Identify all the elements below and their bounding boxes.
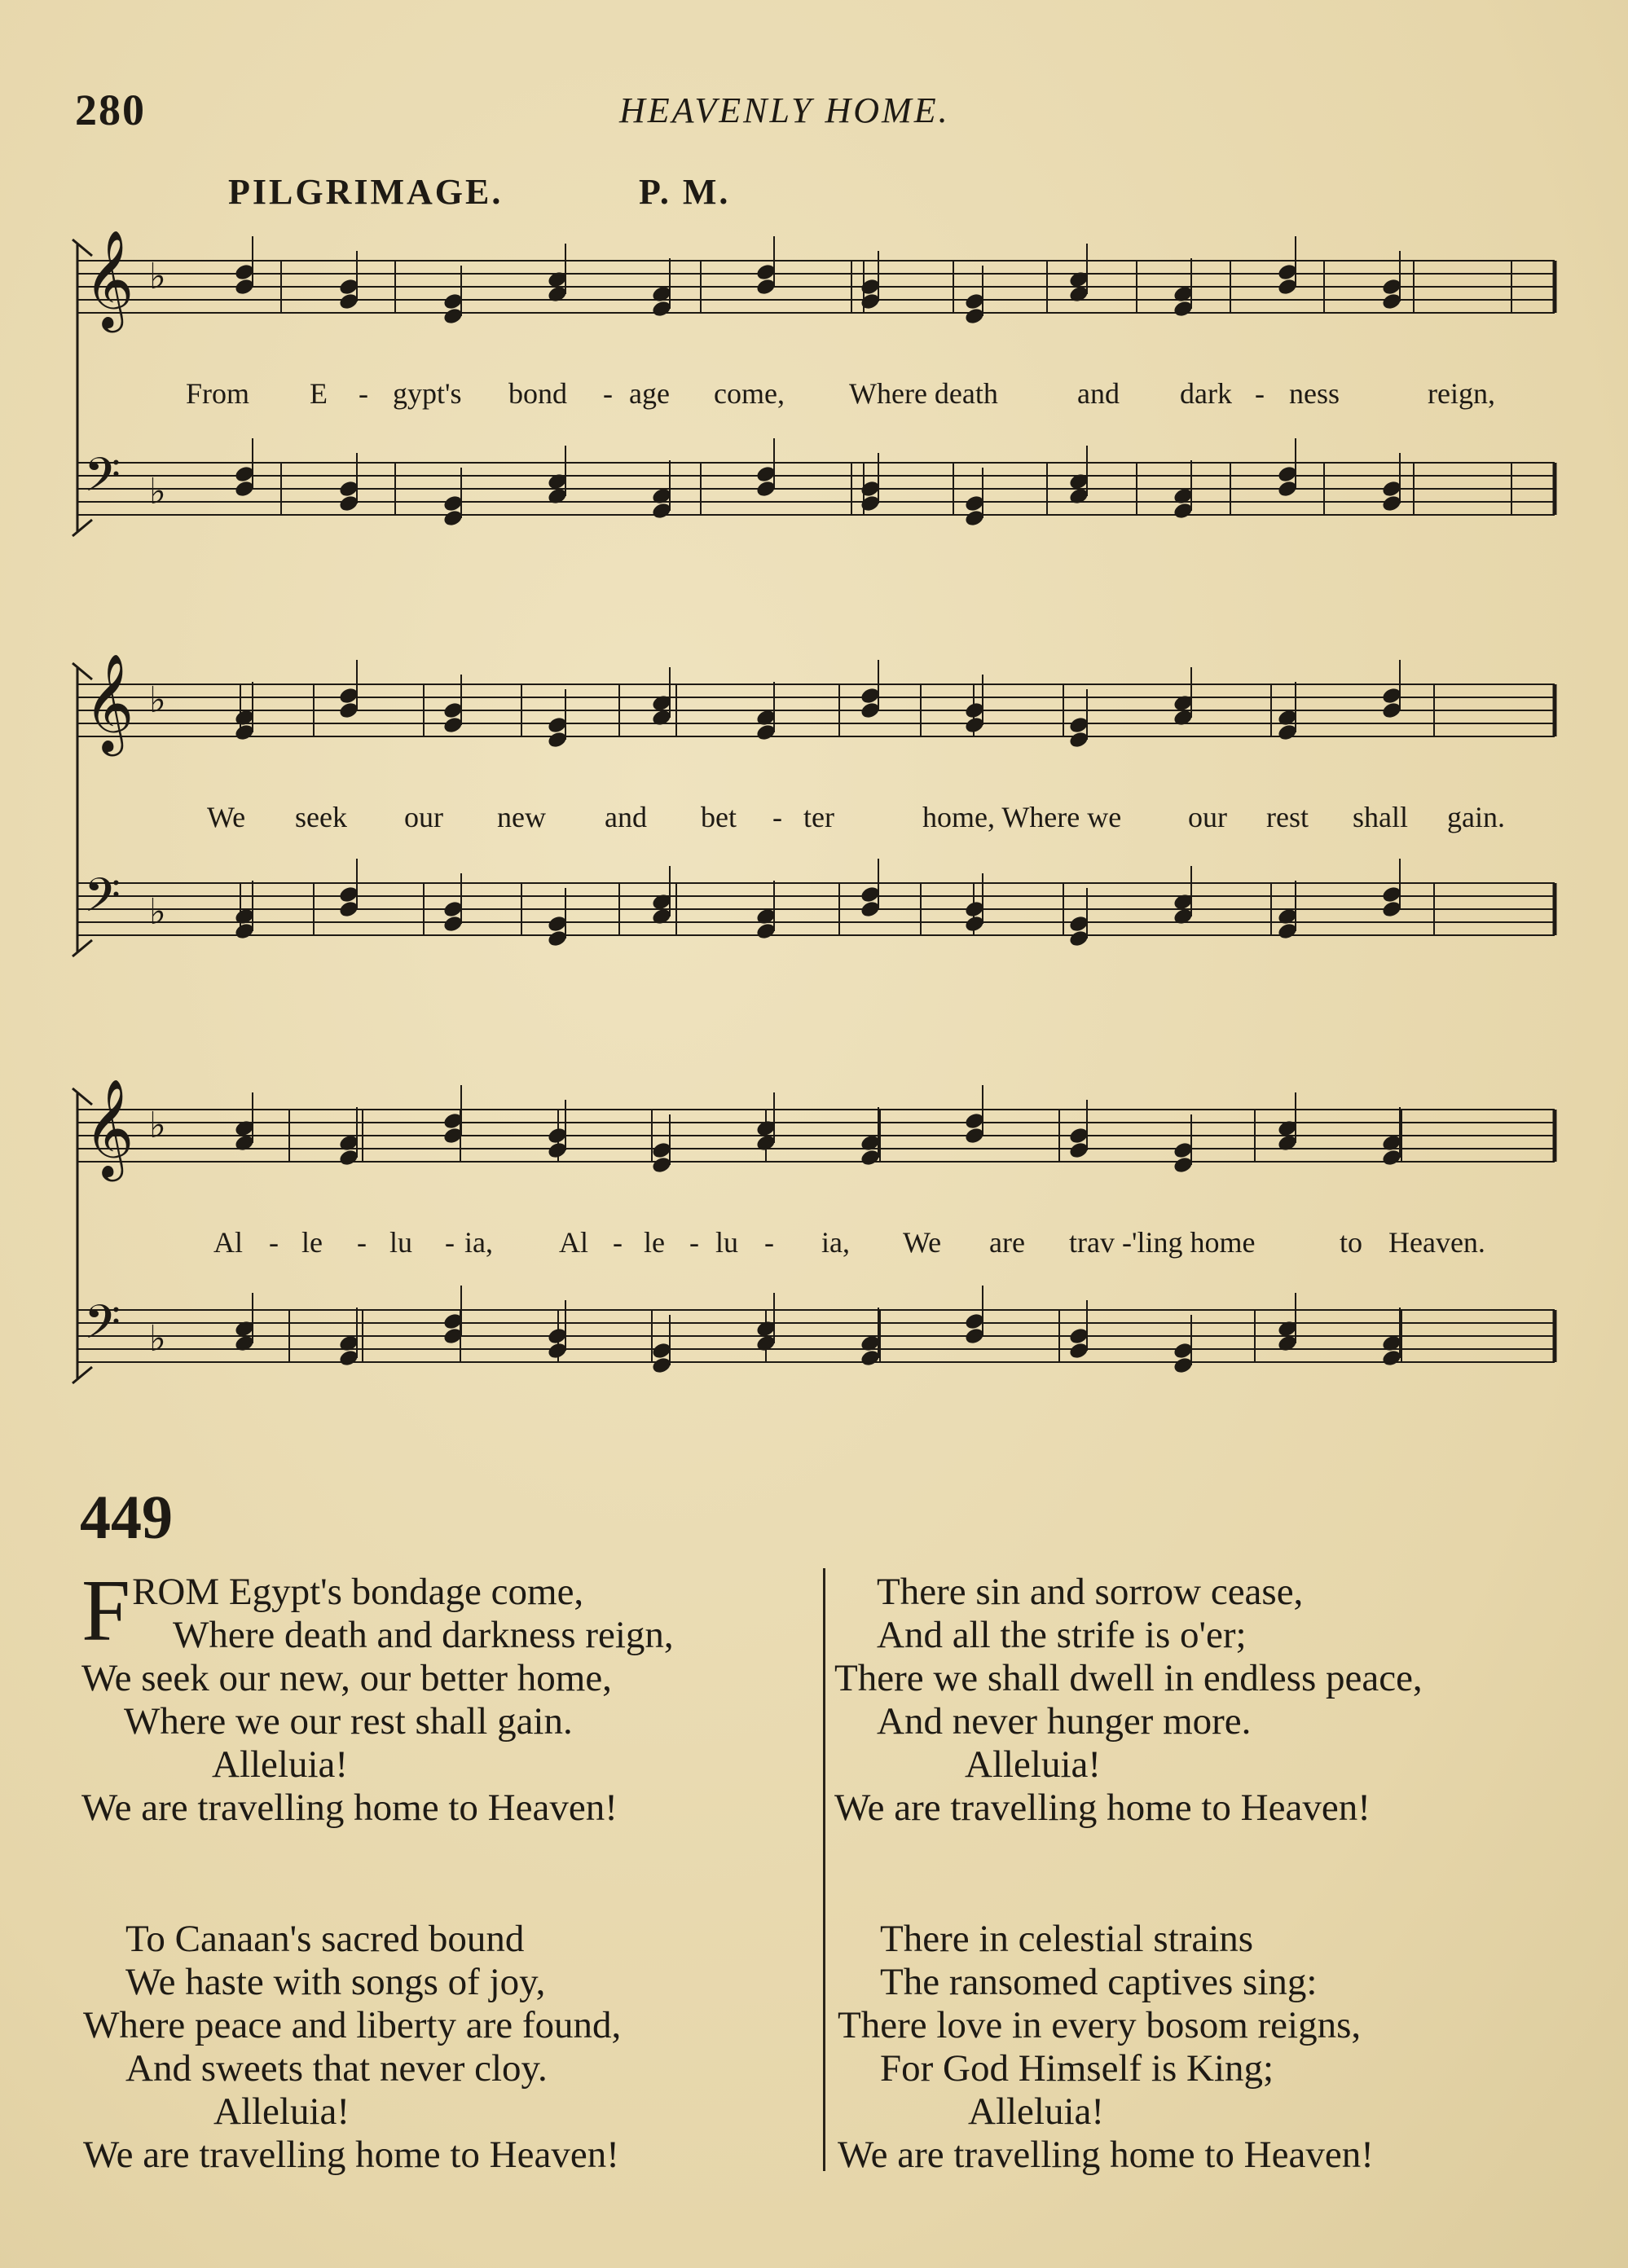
stanza-4 [838,1918,1374,2177]
stanza-line: Alleluia! [968,2090,1105,2133]
lyric-syllable: - [357,1226,367,1259]
stanza-line: Alleluia! [965,1743,1102,1786]
lyric-syllable: ter [803,801,834,833]
system-bracket [73,520,92,536]
lyric-syllable: ness [1289,377,1340,410]
stanza-line: Where we our rest shall gain. [124,1700,573,1743]
lyric-syllable: gain. [1447,801,1505,833]
lyric-syllable: rest [1266,801,1309,833]
stanza-line: We seek our new, our better home, [81,1657,612,1699]
lyric-syllable: bet [701,801,737,833]
running-head: HEAVENLY HOME. [619,90,950,130]
lyric-syllable: home, Where we [922,801,1122,833]
stanza-line: We are travelling home to Heaven! [834,1787,1371,1829]
stanza-line: We are travelling home to Heaven! [81,1787,618,1829]
lyric-syllable: and [1077,377,1120,410]
stanza-line: There love in every bosom reigns, [838,2004,1362,2046]
lyric-syllable: our [404,801,443,833]
system-bracket [73,1367,92,1383]
hymn-number: 449 [80,1483,173,1552]
stanza-line: We are travelling home to Heaven! [83,2134,619,2176]
stanza-line: Where peace and liberty are found, [83,2004,622,2046]
lyric-syllable: Heaven. [1388,1226,1485,1259]
treble-clef-icon: 𝄞 [84,653,134,752]
stanza-line: And sweets that never cloy. [125,2047,548,2090]
lyric-syllable: lu [389,1226,413,1259]
treble-clef-icon: 𝄞 [84,229,134,328]
stanza-line: We are travelling home to Heaven! [838,2134,1374,2176]
lyric-syllable: We [207,801,246,833]
bass-clef-icon: 𝄢 [84,447,121,514]
lyric-syllable: - [359,377,368,410]
lyric-syllable: Where death [849,377,998,410]
stanza-1 [81,1563,674,1830]
lyric-syllable: bond [508,377,567,410]
flat-key-signature-icon: ♭ [149,891,166,933]
lyric-syllable: to [1340,1226,1363,1259]
lyric-syllable: We [903,1226,942,1259]
stanza-line: There in celestial strains [880,1918,1254,1960]
stanza-line: Alleluia! [212,1743,349,1786]
lyric-syllable: Al [213,1226,243,1259]
stanza-line: The ransomed captives sing: [880,1961,1318,2003]
treble-clef-icon: 𝄞 [84,1078,134,1177]
lyric-syllable: our [1188,801,1227,833]
lyric-syllable: reign, [1428,377,1495,410]
lyric-syllable: From [186,377,250,410]
flat-key-signature-icon: ♭ [149,1105,166,1146]
lyric-syllable: ia, [464,1226,493,1259]
stanza-line: There we shall dwell in endless peace, [834,1657,1423,1699]
lyric-syllable: new [497,801,546,833]
lyric-syllable: Al [559,1226,588,1259]
stanza-line: And all the strife is o'er; [877,1614,1247,1656]
lyric-syllable: trav -'ling home [1069,1226,1256,1259]
lyric-syllable: come, [714,377,785,410]
lyric-syllable: shall [1353,801,1408,833]
flat-key-signature-icon: ♭ [149,256,166,297]
lyric-syllable: - [445,1226,455,1259]
lyric-syllable: lu [715,1226,739,1259]
lyric-syllable: - [1255,377,1265,410]
lyric-syllable: le [301,1226,323,1259]
system-bracket [73,940,92,956]
stanza-line: Where death and darkness reign, [173,1614,674,1656]
column-divider [823,1568,825,2171]
lyric-syllable: - [603,377,613,410]
flat-key-signature-icon: ♭ [149,1318,166,1360]
stanza-line: We haste with songs of joy, [125,1961,546,2003]
flat-key-signature-icon: ♭ [149,471,166,512]
lyric-syllable: le [644,1226,665,1259]
stanza-line: ROM Egypt's bondage come, [132,1571,584,1613]
page-number: 280 [75,86,146,134]
lyric-syllable: are [989,1226,1025,1259]
lyric-syllable: - [613,1226,623,1259]
lyric-syllable: E [310,377,328,410]
lyric-syllable: gypt's [393,377,462,410]
lyric-syllable: - [772,801,782,833]
lyric-syllable: dark [1180,377,1232,410]
lyric-syllable: and [605,801,647,833]
stanza-3 [83,1918,621,2177]
lyric-syllable: - [764,1226,774,1259]
flat-key-signature-icon: ♭ [149,679,166,721]
stanza-line: And never hunger more. [877,1700,1252,1743]
lyric-syllable: - [269,1226,279,1259]
stanza-line: For God Himself is King; [880,2047,1274,2090]
tune-name: PILGRIMAGE. [228,172,504,212]
lyric-syllable: age [629,377,670,410]
tune-meter: P. M. [639,172,731,212]
bass-clef-icon: 𝄢 [84,1294,121,1361]
stanza-line: To Canaan's sacred bound [125,1918,525,1960]
lyric-syllable: ia, [821,1226,850,1259]
stanza-line: Alleluia! [213,2090,350,2133]
lyric-syllable: seek [295,801,347,833]
drop-cap: F [81,1563,131,1659]
lyric-syllable: - [689,1226,699,1259]
stanza-2 [834,1571,1423,1830]
bass-clef-icon: 𝄢 [84,868,121,934]
stanza-line: There sin and sorrow cease, [877,1571,1304,1613]
